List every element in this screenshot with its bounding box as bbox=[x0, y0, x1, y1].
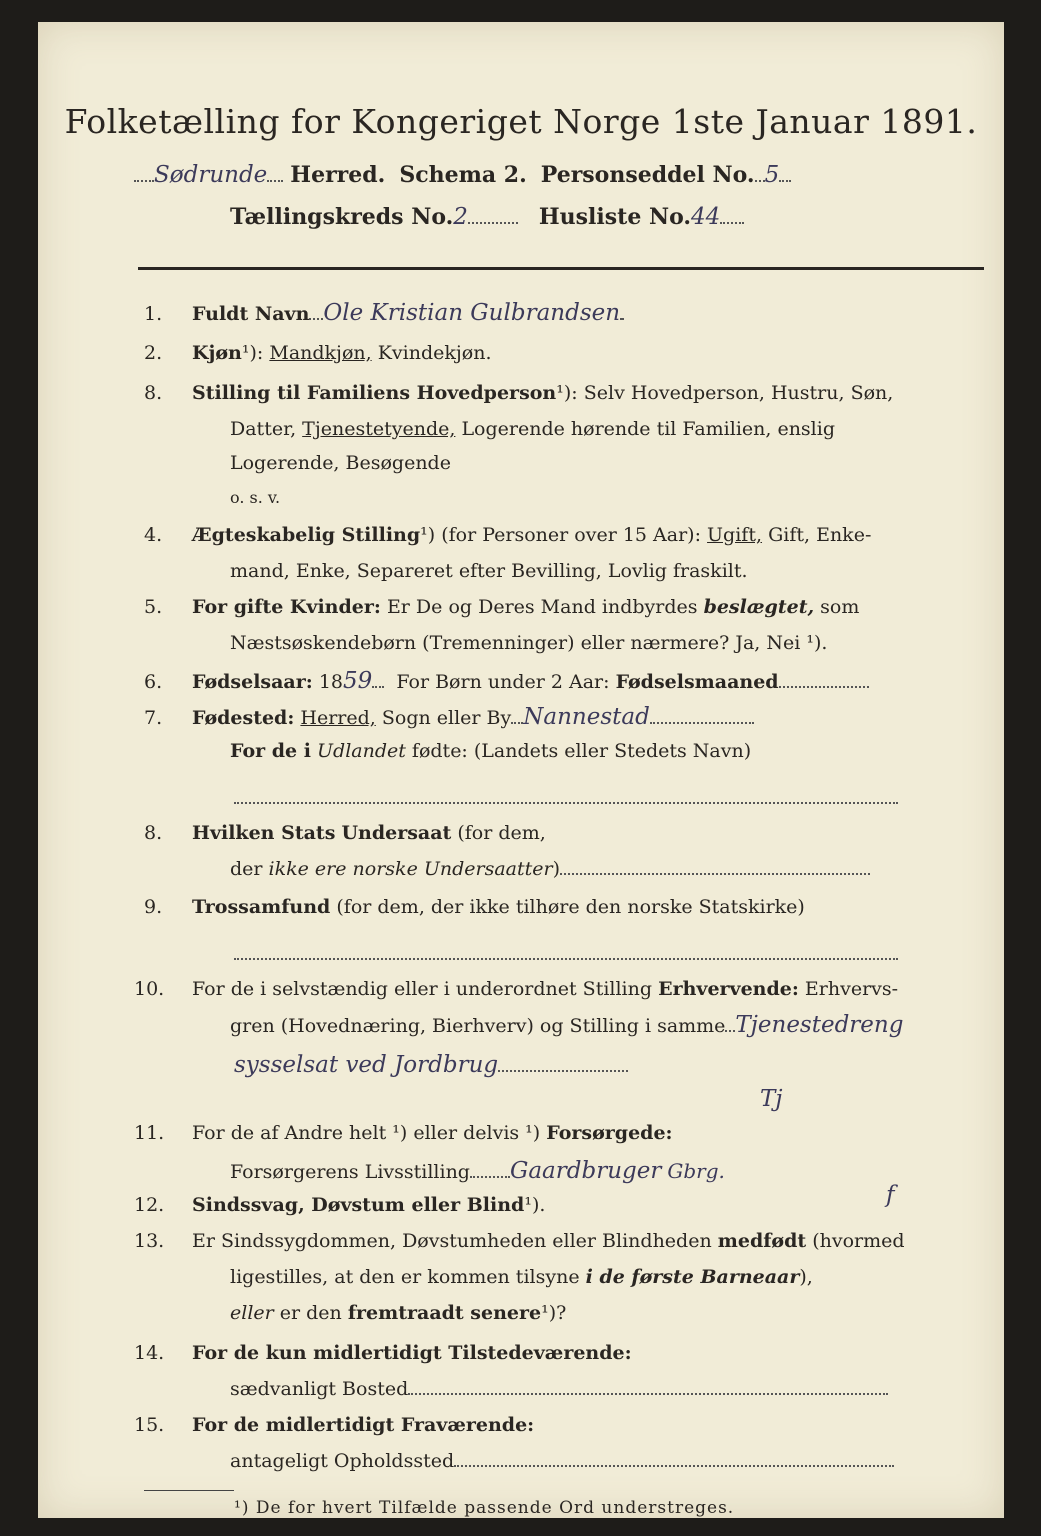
q15-line2-text: antageligt Opholdssted bbox=[230, 1450, 455, 1472]
q13-number: 13. bbox=[134, 1230, 165, 1252]
q11-forsorgede: Forsørgede: bbox=[546, 1122, 673, 1144]
q11-provider-value2: Gbrg. bbox=[667, 1159, 725, 1183]
q1-number: 1. bbox=[144, 303, 163, 325]
personseddel-label: Personseddel No. bbox=[540, 162, 755, 188]
q10-occupation-value2: sysselsat ved Jordbrug bbox=[234, 1052, 499, 1078]
q8-line2-a: der bbox=[230, 858, 263, 880]
q5-line2 bbox=[230, 632, 827, 654]
q8-line2-end: ) bbox=[552, 858, 561, 880]
q10-line3 bbox=[234, 1052, 628, 1078]
q3-number: 8. bbox=[144, 382, 163, 404]
q10-number: 10. bbox=[134, 978, 165, 1000]
q10-line1-end: Erhvervs- bbox=[804, 978, 899, 1000]
question-10 bbox=[134, 978, 898, 1000]
question-14 bbox=[134, 1342, 632, 1364]
q7-label: Fødested: bbox=[192, 707, 295, 729]
question-3 bbox=[144, 382, 893, 404]
q8-line2 bbox=[230, 858, 870, 880]
q4-sup: ¹) bbox=[420, 524, 436, 546]
q6-label: Fødselsaar: bbox=[192, 671, 313, 693]
question-13 bbox=[134, 1230, 905, 1252]
q6-year-prefix: 18 bbox=[318, 671, 343, 693]
q9-number: 9. bbox=[144, 896, 163, 918]
q8-line2-italic: ikke ere norske Undersaatter bbox=[268, 858, 553, 880]
q2-option-mandkjon: Mandkjøn, bbox=[269, 342, 372, 364]
census-form-sheet bbox=[38, 22, 1004, 1518]
q13-eller: eller bbox=[230, 1302, 274, 1324]
q3-line4: o. s. v. bbox=[230, 488, 281, 507]
q7-line2-a: For de i bbox=[230, 740, 311, 762]
q4-option-enke: Enke- bbox=[816, 524, 872, 546]
q2-label: Kjøn bbox=[192, 342, 242, 364]
q4-line2: mand, Enke, Separeret efter Bevilling, Lovlig fraskilt. bbox=[230, 560, 748, 582]
q5-number: 5. bbox=[144, 596, 163, 618]
q5-label: For gifte Kvinder: bbox=[192, 596, 381, 618]
question-12 bbox=[134, 1194, 545, 1216]
q4-line1-rest: (for Personer over 15 Aar): bbox=[441, 524, 701, 546]
q12-sup: ¹). bbox=[524, 1194, 546, 1216]
q6-fodselsmaaned: Fødselsmaaned bbox=[615, 671, 779, 693]
q15-number: 15. bbox=[134, 1414, 165, 1436]
q3-line2-rest: Logerende hørende til Familien, enslig bbox=[461, 418, 835, 440]
q7-place-value: Nannestad bbox=[523, 704, 650, 730]
q5-options: Ja, Nei ¹). bbox=[735, 632, 828, 654]
q9-blank-line bbox=[234, 958, 898, 960]
q8-undersaat: Undersaat bbox=[341, 822, 452, 844]
footnote: ¹) De for hvert Tilfælde passende Ord understreges. bbox=[234, 1498, 735, 1518]
q4-number: 4. bbox=[144, 524, 163, 546]
q8-label: Hvilken Stats bbox=[192, 822, 336, 844]
q4-option-ugift: Ugift, bbox=[707, 524, 763, 546]
q4-option-gift: Gift, bbox=[768, 524, 811, 546]
q13-line3-end: ¹)? bbox=[541, 1302, 567, 1324]
q7-line2 bbox=[230, 740, 751, 762]
q14-line2 bbox=[230, 1378, 888, 1400]
q13-medfodt: medfødt bbox=[717, 1230, 807, 1252]
q7-option-sogn-by: Sogn eller By bbox=[381, 707, 512, 729]
q11-line1: For de af Andre helt ¹) eller delvis ¹) bbox=[192, 1122, 541, 1144]
q13-line2-italic: i de første Barneaar bbox=[585, 1266, 800, 1288]
question-9 bbox=[144, 896, 805, 918]
q11-mark: f bbox=[886, 1182, 895, 1208]
q13-line1-c: (hvormed bbox=[812, 1230, 905, 1252]
q3-line2 bbox=[230, 418, 835, 440]
q3-sup: ¹): bbox=[556, 382, 578, 404]
herred-value: Sødrunde bbox=[154, 162, 268, 188]
q10-mark: Tj bbox=[760, 1086, 783, 1112]
q3-option-tjenestetyende: Tjenestetyende, bbox=[302, 418, 456, 440]
question-6 bbox=[144, 668, 869, 694]
q3-option-datter: Datter, bbox=[230, 418, 297, 440]
q5-line1-end: som bbox=[820, 596, 860, 618]
q10-line2-text: gren (Hovednæring, Bierhverv) og Stilling i samme bbox=[230, 1015, 726, 1037]
q7-number: 7. bbox=[144, 707, 163, 729]
q14-number: 14. bbox=[134, 1342, 165, 1364]
q4-label: Ægteskabelig Stilling bbox=[192, 524, 421, 546]
q8-rest: (for dem, bbox=[457, 822, 546, 844]
q13-line3-a: er den bbox=[279, 1302, 342, 1324]
q6-year-value: 59 bbox=[343, 668, 373, 694]
q13-line2 bbox=[230, 1266, 813, 1288]
q11-number: 11. bbox=[134, 1122, 165, 1144]
header-rule bbox=[138, 267, 984, 270]
question-8 bbox=[144, 822, 546, 844]
q1-label: Fuldt Navn bbox=[192, 303, 310, 325]
q10-erhvervende: Erhvervende: bbox=[658, 978, 799, 1000]
q13-line1-a: Er Sindssygdommen, Døvstumheden eller Blindheden bbox=[192, 1230, 712, 1252]
header-line-kreds bbox=[230, 204, 744, 230]
form-title: Folketælling for Kongeriget Norge 1ste Januar 1891. bbox=[64, 102, 978, 141]
q12-number: 12. bbox=[134, 1194, 165, 1216]
q10-line2 bbox=[230, 1012, 903, 1038]
question-1 bbox=[144, 300, 624, 326]
q9-label: Trossamfund bbox=[192, 896, 331, 918]
kreds-label: Tællingskreds No. bbox=[230, 204, 454, 230]
q11-provider-value: Gaardbruger bbox=[509, 1158, 662, 1184]
question-4 bbox=[144, 524, 871, 546]
q14-line2-text: sædvanligt Bosted bbox=[230, 1378, 409, 1400]
q3-label: Stilling til Familiens Hovedperson bbox=[192, 382, 557, 404]
q13-line2-end: ), bbox=[799, 1266, 813, 1288]
question-7 bbox=[144, 704, 754, 730]
q11-line2-text: Forsørgerens Livsstilling bbox=[230, 1161, 470, 1183]
schema-label: Schema 2. bbox=[399, 162, 527, 188]
q3-line3: Logerende, Besøgende bbox=[230, 452, 451, 474]
footnote-rule bbox=[144, 1490, 234, 1491]
q14-label: For de kun midlertidigt Tilstedeværende: bbox=[192, 1342, 632, 1364]
husliste-label: Husliste No. bbox=[538, 204, 692, 230]
q13-line3 bbox=[230, 1302, 566, 1324]
herred-label: Herred. bbox=[290, 162, 386, 188]
q15-line2 bbox=[230, 1450, 894, 1472]
husliste-value: 44 bbox=[691, 204, 721, 230]
q11-line2 bbox=[230, 1158, 725, 1184]
q7-line2-b: fødte: (Landets eller Stedets Navn) bbox=[411, 740, 752, 762]
q7-option-herred: Herred, bbox=[300, 707, 376, 729]
q13-fremtraadt: fremtraadt senere bbox=[347, 1302, 542, 1324]
q9-rest: (for dem, der ikke tilhøre den norske Statskirke) bbox=[336, 896, 805, 918]
q6-number: 6. bbox=[144, 671, 163, 693]
q2-number: 2. bbox=[144, 342, 163, 364]
q5-line2-text: Næstsøskendebørn (Tremenninger) eller nærmere? bbox=[230, 632, 730, 654]
question-11 bbox=[134, 1122, 673, 1144]
kreds-value: 2 bbox=[453, 204, 468, 230]
question-2 bbox=[144, 342, 492, 364]
q3-line1-rest: Selv Hovedperson, Hustru, Søn, bbox=[583, 382, 894, 404]
q5-line1-rest: Er De og Deres Mand indbyrdes bbox=[386, 596, 698, 618]
q10-line1: For de i selvstændig eller i underordnet Stilling bbox=[192, 978, 653, 1000]
personseddel-value: 5 bbox=[764, 162, 780, 188]
question-15 bbox=[134, 1414, 534, 1436]
q7-udlandet: Udlandet bbox=[317, 740, 406, 762]
q10-occupation-value: Tjenestedreng bbox=[735, 1012, 904, 1038]
q8-number: 8. bbox=[144, 822, 163, 844]
q2-sup: ¹): bbox=[241, 342, 264, 364]
q12-label: Sindssvag, Døvstum eller Blind bbox=[192, 1194, 525, 1216]
q7-blank-line bbox=[234, 802, 898, 804]
question-5 bbox=[144, 596, 859, 618]
q13-line2-a: ligestilles, at den er kommen tilsyne bbox=[230, 1266, 580, 1288]
q6-rest: For Børn under 2 Aar: bbox=[396, 671, 610, 693]
q2-option-kvindekjon: Kvindekjøn. bbox=[377, 342, 492, 364]
header-line-herred bbox=[134, 162, 791, 188]
q1-name-value: Ole Kristian Gulbrandsen bbox=[323, 300, 621, 326]
q5-beslaegtet: beslægtet, bbox=[703, 596, 815, 618]
q15-label: For de midlertidigt Fraværende: bbox=[192, 1414, 535, 1436]
